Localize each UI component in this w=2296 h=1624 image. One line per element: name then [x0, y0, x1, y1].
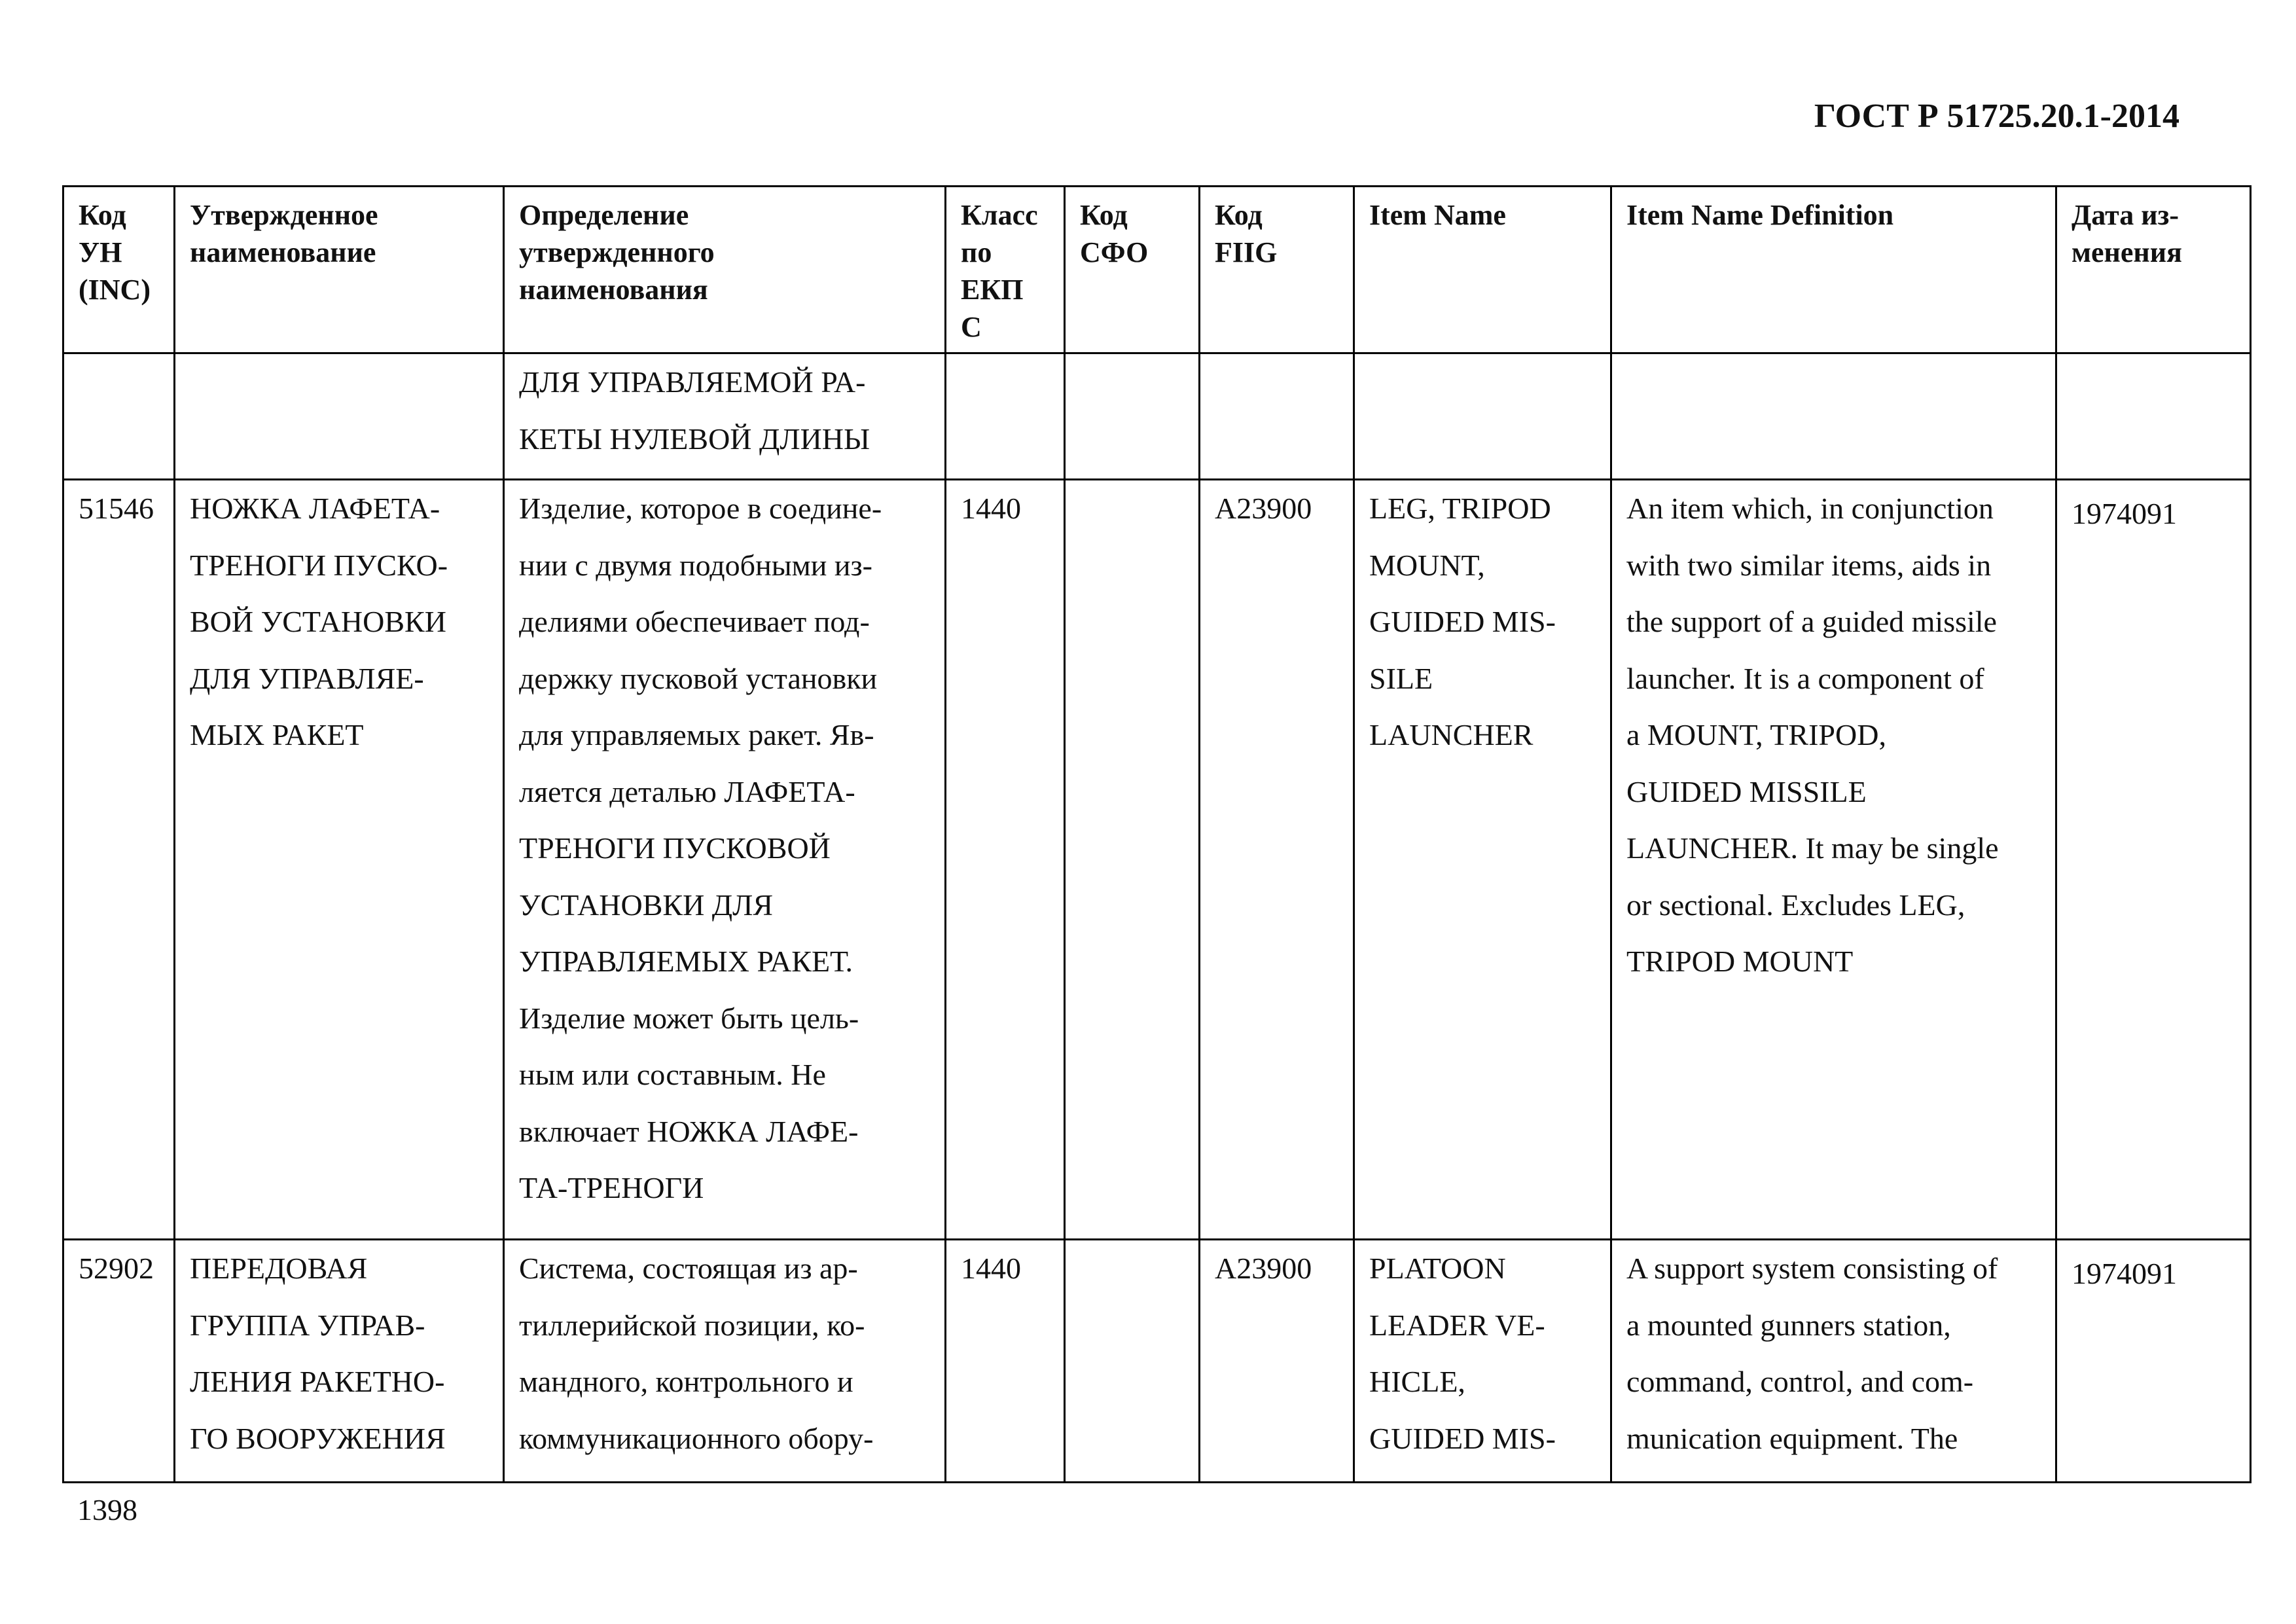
- header-line: УН: [79, 236, 122, 268]
- definition-cell-line: ДЛЯ УПРАВЛЯЕМОЙ РА-: [519, 365, 866, 399]
- header-line: менения: [2072, 236, 2182, 268]
- header-line: Код: [79, 199, 126, 231]
- definition-cell: [504, 1240, 946, 1483]
- header-line: Определение: [519, 199, 689, 231]
- table-row: [63, 1240, 2251, 1483]
- item-def-cell-line: with two similar items, aids in: [1626, 548, 1992, 582]
- item-name-cell-line: GUIDED MIS-: [1369, 605, 1556, 638]
- definition-cell-line: включает НОЖКА ЛАФЕ-: [519, 1114, 859, 1148]
- name-cell-line: НОЖКА ЛАФЕТА-: [190, 492, 440, 525]
- definition-cell-line: ТА-ТРЕНОГИ: [519, 1171, 704, 1204]
- item-def-cell-line: A support system consisting of: [1626, 1252, 1998, 1285]
- header-line: по: [961, 236, 992, 268]
- table-row-continuation: [63, 353, 2251, 480]
- header-date: [2056, 187, 2251, 353]
- inc-cell: 51546: [63, 480, 175, 1240]
- item-def-cell-line: command, control, and com-: [1626, 1365, 1974, 1398]
- item-def-cell-line: An item which, in conjunction: [1626, 492, 1994, 525]
- definition-cell-line: КЕТЫ НУЛЕВОЙ ДЛИНЫ: [519, 422, 870, 456]
- item-name-cell-line: LEADER VE-: [1369, 1308, 1545, 1342]
- header-inc: [63, 187, 175, 353]
- header-line: Класс: [961, 199, 1038, 231]
- item-name-cell: [1354, 480, 1611, 1240]
- item-name-cell-line: GUIDED MIS-: [1369, 1421, 1556, 1455]
- name-cell: [175, 480, 504, 1240]
- item-def-cell-line: LAUNCHER. It may be single: [1626, 831, 1999, 865]
- item-def-cell: [1611, 480, 2056, 1240]
- header-sfo: [1065, 187, 1200, 353]
- header-item-name: [1354, 187, 1611, 353]
- definition-cell-line: мандного, контрольного и: [519, 1365, 853, 1398]
- header-line: Дата из-: [2072, 199, 2179, 231]
- definition-cell-line: Изделие, которое в соедине-: [519, 492, 882, 525]
- header-line: утвержденного: [519, 236, 715, 268]
- header-line: Утвержденное: [190, 199, 378, 231]
- definition-cell-line: ным или составным. Не: [519, 1058, 826, 1091]
- header-line: С: [961, 311, 982, 343]
- header-line: Item Name: [1369, 199, 1506, 231]
- date-cell: [2056, 353, 2251, 480]
- header-line: FIIG: [1215, 236, 1278, 268]
- header-name: [175, 187, 504, 353]
- header-line: Item Name Definition: [1626, 199, 1894, 231]
- item-def-cell-line: or sectional. Excludes LEG,: [1626, 888, 1965, 922]
- name-cell-line: ГРУППА УПРАВ-: [190, 1308, 425, 1342]
- header-fiig: [1200, 187, 1354, 353]
- catalog-table: [62, 185, 2251, 1483]
- item-def-cell-line: GUIDED MISSILE: [1626, 774, 1867, 808]
- sfo-cell: [1065, 353, 1200, 480]
- item-name-cell-line: PLATOON: [1369, 1252, 1506, 1285]
- header-row: [63, 187, 2251, 353]
- inc-cell: 52902: [63, 1240, 175, 1483]
- definition-cell-line: делиями обеспечивает под-: [519, 605, 870, 638]
- name-cell-line: ВОЙ УСТАНОВКИ: [190, 605, 446, 638]
- definition-cell: [504, 353, 946, 480]
- page-number: 1398: [77, 1493, 137, 1526]
- item-def-cell: [1611, 353, 2056, 480]
- class-cell: [946, 353, 1065, 480]
- definition-cell-line: для управляемых ракет. Яв-: [519, 718, 874, 751]
- header-class: [946, 187, 1065, 353]
- header-line: Код: [1215, 199, 1263, 231]
- definition-cell: [504, 480, 946, 1240]
- definition-cell-line: УСТАНОВКИ ДЛЯ: [519, 888, 774, 922]
- item-name-cell-line: MOUNT,: [1369, 548, 1485, 582]
- item-name-cell-line: LEG, TRIPOD: [1369, 492, 1551, 525]
- header-line: наименования: [519, 274, 708, 306]
- definition-cell-line: ляется деталью ЛАФЕТА-: [519, 774, 855, 808]
- date-cell: 1974091: [2056, 480, 2251, 1240]
- definition-cell-line: тиллерийской позиции, ко-: [519, 1308, 865, 1342]
- sfo-cell: [1065, 1240, 1200, 1483]
- item-def-cell-line: a mounted gunners station,: [1626, 1308, 1951, 1342]
- definition-cell-line: держку пусковой установки: [519, 661, 878, 695]
- header-line: ЕКП: [961, 274, 1024, 306]
- date-cell: 1974091: [2056, 1240, 2251, 1483]
- inc-cell: [63, 353, 175, 480]
- item-name-cell: [1354, 353, 1611, 480]
- definition-cell-line: нии с двумя подобными из-: [519, 548, 872, 582]
- item-name-cell-line: SILE: [1369, 661, 1433, 695]
- document-code: ГОСТ Р 51725.20.1-2014: [1814, 98, 2179, 135]
- sfo-cell: [1065, 480, 1200, 1240]
- table-row: [63, 480, 2251, 1240]
- header-definition: [504, 187, 946, 353]
- definition-cell-line: коммуникационного обору-: [519, 1421, 874, 1455]
- name-cell-line: ДЛЯ УПРАВЛЯЕ-: [190, 661, 424, 695]
- item-def-cell-line: the support of a guided missile: [1626, 605, 1997, 638]
- name-cell: [175, 1240, 504, 1483]
- item-name-cell: [1354, 1240, 1611, 1483]
- item-name-cell-line: HICLE,: [1369, 1365, 1465, 1398]
- class-cell: 1440: [946, 1240, 1065, 1483]
- item-def-cell-line: launcher. It is a component of: [1626, 661, 1984, 695]
- header-line: Код: [1080, 199, 1128, 231]
- item-def-cell-line: TRIPOD MOUNT: [1626, 945, 1854, 978]
- header-line: СФО: [1080, 236, 1149, 268]
- name-cell-line: ГО ВООРУЖЕНИЯ: [190, 1421, 446, 1455]
- name-cell-line: ТРЕНОГИ ПУСКО-: [190, 548, 448, 582]
- class-cell: 1440: [946, 480, 1065, 1240]
- item-name-cell-line: LAUNCHER: [1369, 718, 1534, 751]
- definition-cell-line: Система, состоящая из ар-: [519, 1252, 858, 1285]
- definition-cell-line: ТРЕНОГИ ПУСКОВОЙ: [519, 831, 831, 865]
- fiig-cell: A23900: [1200, 1240, 1354, 1483]
- name-cell-line: ПЕРЕДОВАЯ: [190, 1252, 368, 1285]
- header-line: (INC): [79, 274, 151, 306]
- name-cell-line: ЛЕНИЯ РАКЕТНО-: [190, 1365, 445, 1398]
- item-def-cell-line: a MOUNT, TRIPOD,: [1626, 718, 1886, 751]
- header-line: наименование: [190, 236, 376, 268]
- name-cell: [175, 353, 504, 480]
- definition-cell-line: УПРАВЛЯЕМЫХ РАКЕТ.: [519, 945, 853, 978]
- item-def-cell: [1611, 1240, 2056, 1483]
- header-item-def: [1611, 187, 2056, 353]
- fiig-cell: A23900: [1200, 480, 1354, 1240]
- item-def-cell-line: munication equipment. The: [1626, 1421, 1958, 1455]
- name-cell-line: МЫХ РАКЕТ: [190, 718, 364, 751]
- fiig-cell: [1200, 353, 1354, 480]
- definition-cell-line: Изделие может быть цель-: [519, 1001, 859, 1035]
